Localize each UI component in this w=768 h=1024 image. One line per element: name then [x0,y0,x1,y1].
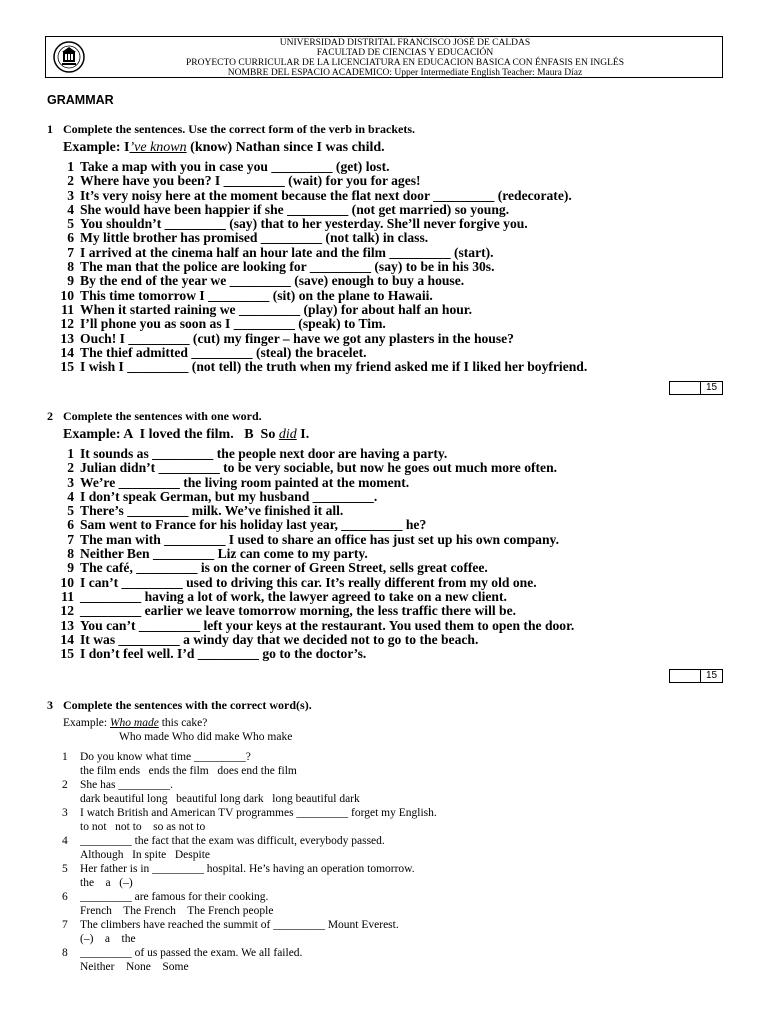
item-number: 12 [60,316,74,332]
list-item [56,360,587,374]
section2-score-box [669,669,723,683]
university-seal-icon [52,40,86,74]
score-total: 15 [705,382,718,393]
item-text[interactable]: It’s very noisy here at the moment because the flat next door _________ (redecorate). [80,187,572,203]
item-text[interactable]: I arrived at the cinema half an hour late and the film _________ (start). [80,244,494,260]
item-number: 1 [67,446,74,461]
list-item [56,317,587,331]
item-text[interactable]: We’re _________ the living room painted at the moment. [80,474,410,490]
item-number: 15 [60,359,74,375]
header-program: PROYECTO CURRICULAR DE LA LICENCIATURA EN EDUCACION BASICA CON ÉNFASIS EN INGLÉS [186,58,624,68]
example-prefix: Example: A I loved the film. B So [63,427,279,442]
list-item [56,447,574,461]
item-number: 13 [60,617,74,633]
item-text[interactable]: _________ earlier we leave tomorrow morning, the less traffic there will be. [80,603,517,619]
item-text[interactable]: Her father is in _________ hospital. He’s having an operation tomorrow. [80,863,415,875]
list-item [56,619,574,633]
item-number: 3 [67,187,74,203]
list-item [62,862,437,876]
section3-instructions: Complete the sentences with the correct word(s). [63,698,312,712]
example-answer: did [278,427,297,442]
item-options[interactable]: (–) a the [80,933,136,945]
header-faculty: FACULTAD DE CIENCIAS Y EDUCACIÓN [316,48,494,58]
item-options[interactable]: the film ends ends the film does end the film [80,765,297,777]
item-number: 2 [62,779,68,791]
item-text[interactable]: _________ are famous for their cooking. [80,891,269,903]
section1-instructions: Complete the sentences. Use the correct form of the verb in brackets. [63,122,416,136]
section3-item-list [62,750,437,974]
item-text[interactable]: Sam went to France for his holiday last year, _________ he? [80,517,427,533]
item-number: 6 [67,230,74,246]
list-item [56,303,587,317]
item-number: 2 [67,173,74,189]
section1-number: 1 [47,122,53,136]
item-text[interactable]: The man with _________ I used to share an office has just set up his own company. [80,531,559,547]
header-university: UNIVERSIDAD DISTRITAL FRANCISCO JOSÉ DE CALDAS [279,38,531,48]
section3-number: 3 [47,698,53,712]
item-text[interactable]: _________ the fact that the exam was difficult, everybody passed. [80,835,385,847]
item-number: 3 [67,474,74,490]
section-heading-grammar: GRAMMAR [47,93,114,107]
item-options[interactable]: to not not to so as not to [80,821,206,833]
section1-title [47,122,415,137]
list-item [56,576,574,590]
list-item [56,203,587,217]
example-answer: ’ve known [129,140,187,155]
item-number: 2 [67,460,74,476]
list-item [56,246,587,260]
item-text[interactable]: Julian didn’t _________ to be very sociable, but now he goes out much more often. [80,460,558,476]
item-number: 6 [62,891,68,903]
item-number: 15 [60,646,74,662]
item-text[interactable]: The climbers have reached the summit of _________ Mount Everest. [80,919,399,931]
header-course: NOMBRE DEL ESPACIO ACADEMICO: Upper Intermediate English Teacher: Maura Díaz [227,68,583,78]
list-item [62,778,437,792]
document-header [45,36,723,78]
item-text[interactable]: By the end of the year we _________ (save) enough to buy a house. [80,273,465,289]
item-text[interactable]: I don’t feel well. I’d _________ go to the doctor’s. [80,646,367,662]
item-text[interactable]: Take a map with you in case you _________ (get) lost. [80,159,390,174]
list-item [56,633,574,647]
item-number: 11 [61,301,74,317]
section2-item-list [56,447,574,661]
section1-example [63,140,385,156]
item-text[interactable]: You can’t _________ left your keys at the restaurant. You used them to open the door. [80,617,575,633]
example-prefix: Example: I [63,140,130,155]
list-item [56,547,574,561]
list-item [62,834,437,848]
item-text[interactable]: You shouldn’t _________ (say) that to her yesterday. She’ll never forgive you. [80,216,528,232]
list-item [56,504,574,518]
list-item [56,160,587,174]
list-item [56,332,587,346]
item-text[interactable]: I don’t speak German, but my husband _________. [80,488,378,504]
item-options[interactable]: French The French The French people [80,905,274,917]
item-number: 5 [67,216,74,232]
list-item [56,231,587,245]
item-number: 1 [67,159,74,174]
item-text[interactable]: The thief admitted _________ (steal) the bracelet. [80,344,367,360]
item-text[interactable]: My little brother has promised _________ (not talk) in class. [80,230,429,246]
item-text[interactable]: _________ of us passed the exam. We all failed. [80,947,303,959]
item-text[interactable]: I can’t _________ used to driving this car. It’s really different from my old one. [80,574,537,590]
list-item [62,806,437,820]
item-number: 13 [60,330,74,346]
item-options[interactable]: Neither None Some [80,961,189,973]
section2-title [47,409,262,424]
section2-instructions: Complete the sentences with one word. [63,409,262,423]
list-item [62,946,437,960]
list-item [56,561,574,575]
item-text[interactable]: Where have you been? I _________ (wait) for you for ages! [80,173,421,189]
item-number: 11 [61,588,74,604]
item-text[interactable]: It sounds as _________ the people next door are having a party. [80,446,448,461]
list-item [56,274,587,288]
item-text[interactable]: Ouch! I _________ (cut) my finger – have we got any plasters in the house? [80,330,514,346]
section1-item-list [56,160,587,374]
section3-title [47,698,312,713]
item-text[interactable]: She has _________. [80,779,173,791]
item-text[interactable]: The café, _________ is on the corner of Green Street, sells great coffee. [80,560,488,576]
item-text[interactable]: I’ll phone you as soon as I _________ (speak) to Tim. [80,316,386,332]
example-suffix: this cake? [158,717,208,729]
item-number: 8 [67,546,74,562]
list-item [56,590,574,604]
example-options: Who made Who did make Who make [119,731,293,743]
list-item [56,476,574,490]
list-item [56,174,587,188]
list-item [56,604,574,618]
item-text[interactable]: There’s _________ milk. We’ve finished it all. [80,503,344,519]
list-item [56,647,574,661]
list-item [56,289,587,303]
example-answer: Who made [109,717,159,729]
item-number: 1 [62,751,68,763]
item-number: 4 [67,201,74,217]
item-text[interactable]: I wish I _________ (not tell) the truth when my friend asked me if I liked her boyfriend. [80,359,588,375]
item-number: 9 [67,560,74,576]
section2-example [63,427,309,443]
item-text[interactable]: Neither Ben _________ Liz can come to my party. [80,546,368,562]
list-item [56,490,574,504]
score-blank[interactable] [670,382,701,394]
item-number: 8 [67,259,74,275]
example-suffix: I. [296,427,310,442]
item-number: 14 [60,344,74,360]
list-item [56,260,587,274]
score-blank[interactable] [670,670,701,682]
item-text[interactable]: Do you know what time _________? [80,751,251,763]
item-text[interactable]: She would have been happier if she _________ (not get married) so young. [80,201,510,217]
section2-number: 2 [47,409,53,423]
section3-example [63,716,292,744]
list-item [56,217,587,231]
item-number: 8 [62,947,68,959]
item-text[interactable]: I watch British and American TV programmes _________ forget my English. [80,807,437,819]
list-item [56,461,574,475]
item-number: 14 [60,631,74,647]
item-text[interactable]: This time tomorrow I _________ (sit) on the plane to Hawaii. [80,287,433,303]
item-number: 7 [67,244,74,260]
item-number: 6 [67,517,74,533]
item-number: 4 [67,488,74,504]
item-number: 10 [60,574,74,590]
example-suffix: (know) Nathan since I was child. [186,140,385,155]
item-number: 5 [67,503,74,519]
list-item [62,890,437,904]
example-prefix: Example: [63,717,110,729]
item-options[interactable]: dark beautiful long beautiful long dark long beautiful dark [80,793,360,805]
item-options[interactable]: the a (–) [80,877,133,889]
item-text[interactable]: When it started raining we _________ (play) for about half an hour. [80,301,472,317]
section1-score-box [669,381,723,395]
score-total: 15 [705,670,718,681]
item-number: 9 [67,273,74,289]
item-text[interactable]: _________ having a lot of work, the lawyer agreed to take on a new client. [80,588,507,604]
item-number: 10 [60,287,74,303]
list-item [56,533,574,547]
list-item [62,750,437,764]
item-text[interactable]: It was _________ a windy day that we decided not to go to the beach. [80,631,479,647]
item-number: 4 [62,835,68,847]
list-item [56,346,587,360]
item-options[interactable]: Although In spite Despite [80,849,210,861]
list-item [62,918,437,932]
list-item [56,518,574,532]
item-number: 5 [62,863,68,875]
list-item [56,189,587,203]
item-number: 7 [62,919,68,931]
item-number: 3 [62,807,68,819]
item-text[interactable]: The man that the police are looking for _________ (say) to be in his 30s. [80,259,495,275]
item-number: 12 [60,603,74,619]
item-number: 7 [67,531,74,547]
